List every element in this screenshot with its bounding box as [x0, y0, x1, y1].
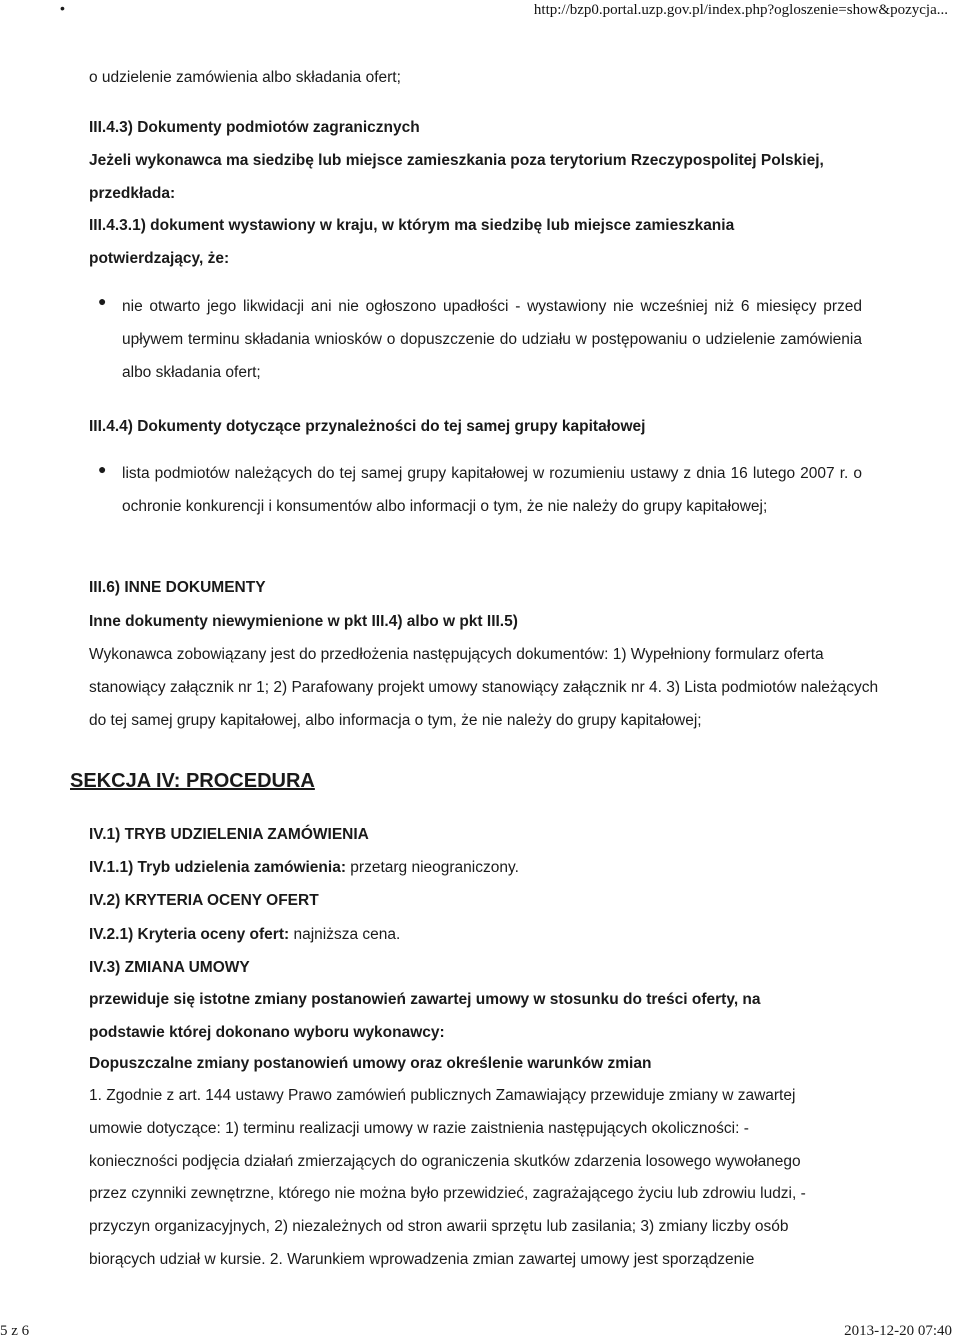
- text-iv-3-a: przewiduje się istotne zmiany postanowień zawartej umowy w stosunku do treści oferty, na: [89, 991, 761, 1008]
- footer-datetime: 2013-12-20 07:40: [844, 1323, 952, 1339]
- heading-iii-6: III.6) INNE DOKUMENTY: [89, 579, 266, 596]
- header-url: http://bzp0.portal.uzp.gov.pl/index.php?ogloszenie=show&pozycja...: [533, 2, 948, 18]
- subheading-iii-6: Inne dokumenty niewymienione w pkt III.4) albo w pkt III.5): [89, 613, 518, 630]
- text-iii-4-3-a: Jeżeli wykonawca ma siedzibę lub miejsce zamieszkania poza terytorium Rzeczypospolitej Polskiej,: [89, 152, 824, 169]
- value-iv-2-1: najniższa cena.: [289, 926, 401, 943]
- section-title: SEKCJA IV: PROCEDURA: [70, 770, 315, 792]
- paragraph-iv-3-line-3: konieczności podjęcia działań zmierzających do ograniczenia skutków zdarzenia losowego wywołanego: [89, 1153, 801, 1170]
- paragraph-iv-3-line-5: przyczyn organizacyjnych, 2) niezależnych od stron awarii sprzętu lub zasilania; 3) zmiany liczby osób: [89, 1218, 789, 1235]
- paragraph-iv-3-line-6: biorących udział w kursie. 2. Warunkiem wprowadzenia zmian zawartej umowy jest sporządzenie: [89, 1251, 755, 1268]
- text-iv-3-c: Dopuszczalne zmiany postanowień umowy oraz określenie warunków zmian: [89, 1055, 652, 1072]
- heading-iii-4-3: III.4.3) Dokumenty podmiotów zagranicznych: [89, 119, 420, 136]
- heading-iv-3: IV.3) ZMIANA UMOWY: [89, 959, 250, 976]
- paragraph-iii-6: Wykonawca zobowiązany jest do przedłożenia następujących dokumentów: 1) Wypełniony formularz oferta stanowiący załącznik nr 1; 2) Parafowany projekt umowy stanowiący załącznik nr 4. 3) Lista podmiotów należących do tej samej grupy kapitałowej, albo informacja o tym, że nie należy do grupy kapitałowej;: [89, 646, 879, 729]
- bullet-icon: ●: [98, 461, 107, 477]
- heading-iii-4-3-1-b: potwierdzający, że:: [89, 250, 230, 267]
- heading-iv-2: IV.2) KRYTERIA OCENY OFERT: [89, 892, 319, 909]
- line-iv-1-1: [89, 858, 519, 878]
- bullet-icon: ●: [98, 293, 107, 309]
- text-iii-4-3-b: przedkłada:: [89, 185, 176, 202]
- label-iv-2-1: IV.2.1) Kryteria oceny ofert:: [89, 926, 290, 943]
- header-dot: •: [60, 0, 65, 16]
- heading-iii-4-4: III.4.4) Dokumenty dotyczące przynależności do tej samej grupy kapitałowej: [89, 418, 646, 435]
- bullet-item-1: nie otwarto jego likwidacji ani nie ogłoszono upadłości - wystawiony nie wcześniej niż 6 miesięcy przed upływem terminu składania wniosków o dopuszczenie do udziału w postępowaniu o udzielenie zamówienia albo składania ofert;: [122, 298, 862, 381]
- footer-page-number: 5 z 6: [0, 1323, 30, 1339]
- heading-iv-1: IV.1) TRYB UDZIELENIA ZAMÓWIENIA: [89, 826, 369, 843]
- value-iv-1-1: przetarg nieograniczony.: [345, 859, 519, 876]
- paragraph-iv-3-line-4: przez czynniki zewnętrzne, którego nie można było przewidzieć, zagrażającego życiu lub zdrowiu ludzi, -: [89, 1185, 806, 1202]
- continuation-line: o udzielenie zamówienia albo składania ofert;: [89, 69, 401, 86]
- paragraph-iv-3-line-2: umowie dotyczące: 1) terminu realizacji umowy w razie zaistnienia następujących okoliczności: -: [89, 1120, 749, 1137]
- bullet-item-2: lista podmiotów należących do tej samej grupy kapitałowej w rozumieniu ustawy z dnia 16 lutego 2007 r. o ochronie konkurencji i konsumentów albo informacji o tym, że nie należy do grupy kapitałowej;: [122, 465, 862, 515]
- paragraph-iv-3-line-1: 1. Zgodnie z art. 144 ustawy Prawo zamówień publicznych Zamawiający przewiduje zmiany w zawartej: [89, 1087, 796, 1104]
- label-iv-1-1: IV.1.1) Tryb udzielenia zamówienia:: [89, 859, 346, 876]
- heading-iii-4-3-1-a: III.4.3.1) dokument wystawiony w kraju, w którym ma siedzibę lub miejsce zamieszkania: [89, 217, 735, 234]
- text-iv-3-b: podstawie której dokonano wyboru wykonawcy:: [89, 1024, 445, 1041]
- line-iv-2-1: [89, 925, 400, 945]
